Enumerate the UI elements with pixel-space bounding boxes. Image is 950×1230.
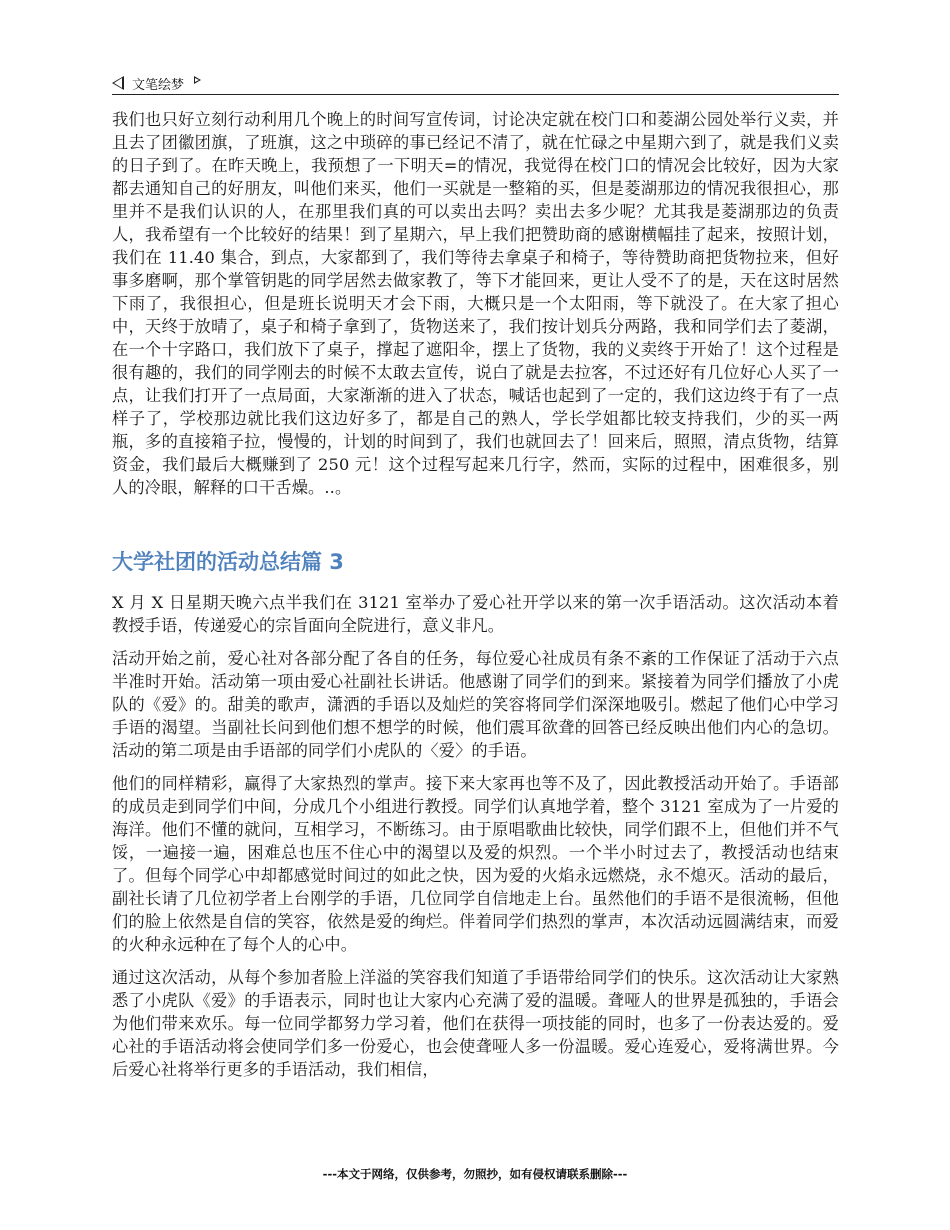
- paragraph: 他们的同样精彩，赢得了大家热烈的掌声。接下来大家再也等不及了，因此教授活动开始了。手语部的成员走到同学们中间，分成几个小组进行教授。同学们认真地学着，整个 3121 室成为了一片爱的海洋。他们不懂的就问，互相学习，不断练习。由于原唱歌曲比较快，同学们跟不上，但他们并不气馁，一遍接一遍，困难总也压不住心中的渴望以及爱的炽烈。一个半小时过去了，教授活动也结束了。但每个同学心中却都感觉时间过的如此之快，因为爱的火焰永远燃烧，永不熄灭。活动的最后，副社长请了几位初学者上台刚学的手语，几位同学自信地走上台。虽然他们的手语不是很流畅，但他们的脸上依然是自信的笑容，依然是爱的绚烂。伴着同学们热烈的掌声，本次活动远圆满结束，而爱的火种永远种在了每个人的心中。: [112, 774, 839, 954]
- page-header: [112, 72, 839, 95]
- section-heading: 大学社团的活动总结篇 3: [112, 550, 344, 574]
- triangle-left-icon: [112, 76, 124, 90]
- paragraph: 我们也只好立刻行动利用几个晚上的时间写宣传词，讨论决定就在校门口和菱湖公园处举行义卖，并且去了团徽团旗，了班旗，这之中琐碎的事已经记不清了，就在忙碌之中星期六到了，就是我们义卖的日子到了。在昨天晚上，我预想了一下明天=的情况，我觉得在校门口的情况会比较好，因为大家都去通知自己的好朋友，叫他们来买，他们一买就是一整箱的买，但是菱湖那边的情况我很担心，那里并不是我们认识的人，在那里我们真的可以卖出去吗？卖出去多少呢？尤其我是菱湖那边的负责人，我希望有一个比较好的结果！到了星期六，早上我们把赞助商的感谢横幅挂了起来，按照计划，我们在 11.40 集合，到点，大家都到了，我们等待去拿桌子和椅子，等待赞助商把货物拉来，但好事多磨啊，那个掌管钥匙的同学居然去做家教了，等下才能回来，更让人受不了的是，天在这时居然下雨了，我很担心，但是班长说明天才会下雨，大概只是一个太阳雨，等下就没了。在大家了担心中，天终于放晴了，桌子和椅子拿到了，货物送来了，我们按计划兵分两路，我和同学们去了菱湖，在一个十字路口，我们放下了桌子，撑起了遮阳伞，摆上了货物，我的义卖终于开始了！这个过程是很有趣的，我们的同学刚去的时候不太敢去宣传，说白了就是去拉客，不过还好有几位好心人买了一点，让我们打开了一点局面，大家渐渐的进入了状态，喊话也起到了一定的，我们这边终于有了一点样子了，学校那边就比我们这边好多了，都是自己的熟人，学长学姐都比较支持我们，少的买一两瓶，多的直接箱子拉，慢慢的，计划的时间到了，我们也就回去了！回来后，照照，清点货物，结算资金，我们最后大概赚到了 250 元！这个过程写起来几行字，然而，实际的过程中，困难很多，别人的冷眼，解释的口干舌燥。..。: [112, 110, 839, 497]
- paragraph: 活动开始之前，爱心社对各部分配了各自的任务，每位爱心社成员有条不紊的工作保证了活动于六点半准时开始。活动第一项由爱心社副社长讲话。他感谢了同学们的到来。紧接着为同学们播放了小虎队的《爱》的。甜美的歌声，潇洒的手语以及灿烂的笑容将同学们深深地吸引。燃起了他们心中学习手语的渴望。当副社长问到他们想不想学的时候，他们震耳欲聋的回答已经反映出他们内心的急切。活动的第二项是由手语部的同学们小虎队的〈爱〉的手语。: [112, 649, 839, 760]
- paragraph: 通过这次活动，从每个参加者脸上洋溢的笑容我们知道了手语带给同学们的快乐。这次活动让大家熟悉了小虎队《爱》的手语表示，同时也让大家内心充满了爱的温暖。聋哑人的世界是孤独的，手语会为他们带来欢乐。每一位同学都努力学习着，他们在获得一项技能的同时，也多了一份表达爱的。爱心社的手语活动将会使同学们多一份爱心，也会使聋哑人多一份温暖。爱心连爱心，爱将满世界。今后爱心社将举行更多的手语活动，我们相信，: [112, 968, 839, 1079]
- paragraph: X 月 X 日星期天晚六点半我们在 3121 室举办了爱心社开学以来的第一次手语活动。这次活动本着教授手语，传递爱心的宗旨面向全院进行，意义非凡。: [112, 593, 839, 635]
- triangle-right-icon: [194, 76, 201, 84]
- header-title: 文笔绘梦: [132, 77, 185, 93]
- document-body: [112, 108, 839, 1081]
- page-footer: ---本文于网络，仅供参考，勿照抄，如有侵权请联系删除---: [322, 1167, 628, 1181]
